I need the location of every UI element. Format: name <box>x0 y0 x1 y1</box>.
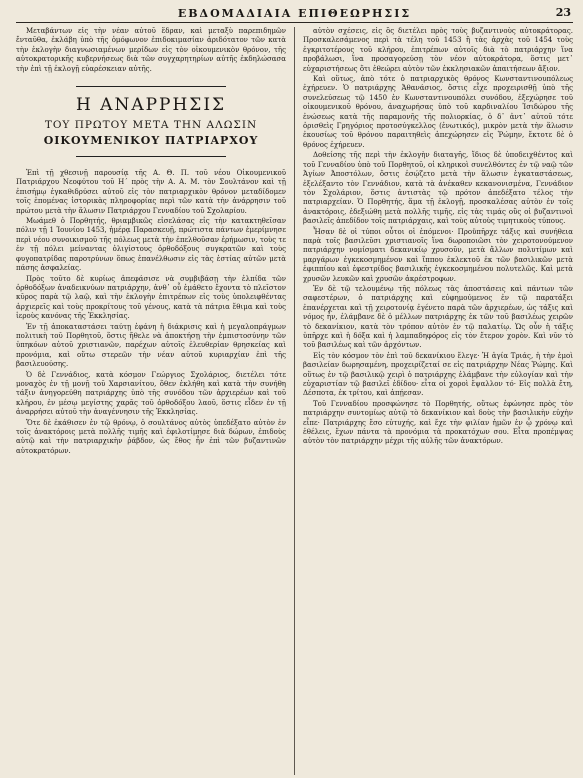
paragraph: Ἐν δὲ τῷ τελουμένῳ τῆς πόλεως τὰς ἀποστάσεις καὶ πάντων τῶν σαφεστέρων, ὁ πατριάρχης καὶ εὐφημούμενος ἐν τῷ παρατάξει ἐπανέρχεται καὶ τῇ χειροτονίᾳ ἐγένετο παρὰ τῶν ἀρχιερέων, ὡς τάξις καὶ νόμος ἦν, ἐλάμβανε δὲ ὁ μέλλων πατριάρχης ἐκ τῶν τοῦ βασιλέως χειρῶν τὸ δεκανίκιον, κατὰ τὸν τρόπον αὐτὸν ἐν τῷ παλατίῳ. Ὡς οὖν ἡ τάξις ὑπῆρχε καὶ ἡ δόξα καὶ ἡ λαμπαδηφόρος εἰς τὸν ἕτερον χορὸν. Καὶ νῦν τὸ τοῦ βασιλέως καὶ τῶν ἀρχόντων. <box>303 284 573 350</box>
paragraph: Μεταβάντων εἰς τὴν νέαν αὐτοῦ ἕδραν, καὶ μεταξὺ παρεπιδημῶν ἔνταῦθα, ἐκλάβη ὑπὸ τῆς ὁμόφωνον ἐπιδοκιμασίαν ἀριδότατον τῶν κατὰ τὴν ἐκλογὴν διαγνωσιαμένων μερίδων εἰς τὸν οἰκουμενικὸν θρόνον, τῆς αὐτοκρατορικῆς κυβερνήσεως διὰ τῶν συγχαρητηρίων αὐτῆς ἐκδηλώσασα τὴν ἐπὶ τῇ ἐκλογῇ εὐαρέσκειαν αὐτῆς. <box>16 27 286 73</box>
paragraph: Εἰς τὸν κόσμον τὸν ἐπὶ τοῦ δεκανίκιου ἔλεγε· Ἡ ἁγία Τριάς, ἡ τὴν ἐμοὶ βασιλείαν δωρησαμένη, προχειρίζεταί σε εἰς πατριάρχην Νέας Ῥώμης. Καὶ οὕτως ἐν τῷ βασιλικῷ χειρὶ ὁ πατριάρχης ἐλάμβανε τὴν εὐλογίαν καὶ τὴν εὐχαριστίαν τῷ βασιλεῖ ἐδίδου· εἶτα οἱ χοροὶ ἔψαλλον τό· Εἰς πολλὰ ἔτη, Δέσποτα, ἐκ τρίτου, καὶ ἀπῄεσαν. <box>303 351 573 398</box>
article-title: Η ΑΝΑΡΡΗΣΙΣ <box>75 95 227 116</box>
article-subtitle-2: ΟΙΚΟΥΜΕΝΙΚΟΥ ΠΑΤΡΙΑΡΧΟΥ <box>43 134 259 148</box>
paragraph: Ὁ δὲ Γεννάδιος, κατὰ κόσμον Γεώργιος Σχολάριος, διετέλει τότε μοναχὸς ἐν τῇ μονῇ τοῦ Χαρσιανίτου, ὅθεν ἐκλήθη καὶ κατὰ τὴν συνήθη τάξιν ἀνηγορεύθη πατριάρχης ὑπὸ τῆς συνόδου τῶν ἀρχιερέων καὶ τοῦ κλήρου, ἐν μέσῳ μεγίστης χαρᾶς τοῦ ὀρθοδόξου λαοῦ, ὅστις εἶδεν ἐν τῇ ἀναρρήσει αὐτοῦ τὴν ἀναγέννησιν τῆς Ἐκκλησίας. <box>16 370 286 417</box>
heading-rule-top <box>76 86 226 87</box>
paragraph: Ἐπὶ τῇ χθεσινῇ παρουσίᾳ τῆς Α. Θ. Π. τοῦ νέου Οἰκουμενικοῦ Πατριάρχου Νεοφύτου τοῦ Η΄ πρὸς τὴν Α. Α. Μ. τὸν Σουλτάνον καὶ τῇ ἐπισήμῳ ἐγκαθιδρύσει αὐτοῦ εἰς τὸν πατριαρχικὸν θρόνον μεταδίδομεν τοῖς ἑπομένας ἱστορικὰς πληροφορίας περὶ τῶν κατὰ τὴν ἀνάρρησιν τοῦ πρώτου μετὰ τὴν ἅλωσιν Πατριάρχου Γενναδίου τοῦ Σχολαρίου. <box>16 169 286 215</box>
paragraph: Μωάμεθ ὁ Πορθητής, θριαμβικῶς εἰσελάσας εἰς τὴν κατακτηθεῖσαν πόλιν τῇ 1 Ἰουνίου 1453, ἡμέρᾳ Παρασκευῇ, πρώτιστα πάντων ἐμερίμνησε περὶ νέου συνοικισμοῦ τῆς πόλεως μετὰ τὴν ἐπελθοῦσαν ἐρήμωσιν, τοὺς τε ἐν τῇ πόλει μείναντας ὀλιγίστους ὀρθοδόξους συγκρατῶν καὶ τοὺς φυγοπατρίδας παροτρύνων ὅπως ἐπανέλθωσιν εἰς τὰς ἑστίας αὐτῶν μετὰ πάσης ἀσφαλείας. <box>16 217 286 273</box>
running-title: ΕΒΔΟΜΑΔΙΑΙΑ ΕΠΙΘΕΩΡΗΣΙΣ <box>177 7 412 20</box>
heading-rule-bottom <box>76 156 226 157</box>
paragraph: αὐτὸν σχέσεις, εἰς ὃς διετέλει πρὸς τοὺς βυζαντινοὺς αὐτοκράτορας. Προσκαλεσάμενος περὶ τὰ τέλη τοῦ 1453 ἢ τὰς ἀρχὰς τοῦ 1454 τοὺς ἐγκριτοτέρους τοῦ κλήρου, ἐπιτρέπων αὐτοῖς διὰ τὸ πατριάρχην ἵνα προβάλωσι, ἵνα προσαγορεύσῃ τὸν νέον αὐτοκράτορα, ὅστις μετ᾽ εὐχαριστήσεως ὅτι ἐθεώρει αὐτὸν τῶν ἐκκλησιακῶν ἀπαιτήσεων ἄξιον. <box>303 27 573 73</box>
paragraph: Ἦσαν δὲ οἱ τύποι οὗτοι οἱ ἑπόμενοι· Προϋπῆρχε τάξις καὶ συνήθεια παρὰ τοῖς βασιλεῦσι χριστιανοῖς ἵνα δωροποιῶσι τὸν χειροτονούμενον πατριάρχην νομίσματι δεκανικίῳ χρυσοῦν, μετὰ ἄλλων πολυτίμων καὶ μαργάρων ἐγκεκοσμημένον καὶ ἵππου ἐκλεκτοῦ ἐκ τῶν βασιλικῶν μετὰ ἐφιππίου καὶ ἐφεστρίδος βασιλικῆς ἐγκεκοσμημένου πολυτελῶς. Καὶ μετὰ χρυσῶν λευκῶν καὶ χρυσῶν ἀκρέστροφων. <box>303 227 573 283</box>
page-header <box>16 6 573 23</box>
paragraph: Ἐν τῇ ἀποκαταστάσει ταύτῃ ἐφάνη ἡ διάκρισις καὶ ἡ μεγαλοπράγμων πολιτικὴ τοῦ Πορθητοῦ, ὅστις ἤθελε νὰ ἀποκτήσῃ τὴν ἐμπιστοσύνην τῶν ὑπηκόων αὐτοῦ χριστιανῶν, παρέχων αὐτοῖς ἐλευθερίαν θρησκείας καὶ προνόμια, καὶ οὕτω στερεῶν τὴν νέαν αὐτοῦ κυριαρχίαν ἐπὶ τῆς βασιλευούσης. <box>16 322 286 369</box>
article-heading <box>16 86 286 157</box>
paragraph: Ὅτε δὲ ἐκάθισεν ἐν τῷ θρόνῳ, ὁ σουλτάνος αὐτὸς ὑπεδέξατο αὐτὸν ἐν τοῖς ἀνακτόροις μετὰ πολλῆς τιμῆς καὶ ἐφιλοτίμησε διὰ δώρων, ἐπιδοὺς αὐτῷ καὶ τὴν πατριαρχικὴν ῥάβδον, ὡς ἔθος ἦν ἐπὶ τῶν βυζαντινῶν αὐτοκρατόρων. <box>16 418 286 455</box>
paragraph: Τοῦ Γενναδίου προσφώνησε τὸ Πορθητής, οὕτως ἐφώνησε πρὸς τὸν πατριάρχην συντομίως αὐτῷ τὸ δεκανίκιον καὶ δοὺς τὴν βασιλικὴν εὐχὴν εἶπε· Πατριάρχης ἔσο εὐτυχής, καὶ ἔχε τὴν φιλίαν ἡμῶν ἐν ᾧ χρόνῳ καὶ ἐθέλεις, ἔχων πάντα τὰ προνόμια τὰ προκατόχων σου. Εἶτα προπέμψας αὐτὸν τὸν πατριάρχην μέχρι τῆς αὐλῆς τῶν ἀνακτόρων. <box>303 399 573 446</box>
article-subtitle: ΤΟΥ ΠΡΩΤΟΥ ΜΕΤΑ ΤΗΝ ΑΛΩΣΙΝ <box>44 119 258 132</box>
right-column <box>294 27 573 775</box>
paragraph: Δοθείσης τῆς περὶ τὴν ἐκλογὴν διαταγῆς, ἴδιος δὲ ὑποδειχθέντος καὶ τοῦ Γενναδίου ὑπὸ τοῦ Πορθητοῦ, οἱ κληρικοὶ συνελθόντες ἐν τῷ ναῷ τῶν Ἁγίων Ἀποστόλων, ὅστις ἐσῴζετο μετὰ τὴν ἅλωσιν ἐγκαταστάσεως, ἐξελέξαντο τὸν Γεννάδιον, κατὰ τὰ ἀνέκαθεν κεκανονισμένα, Γεννάδιον τὸν Σχολάριον, ὅστις ἀντιστὰς τῷ πρότον ἀπεδέξατο τέλος τὴν πατριαρχείαν. Ὁ Πορθητής, ἅμα τῇ ἐκλογῇ, προσκαλέσας αὐτὸν ἐν τοῖς ἀνακτόροις, ἐδεξιώθη μετὰ πολλῆς τιμῆς, εἰς τὰς τιμάς οὓς οἱ βυζαντινοὶ βασιλεῖς ἀπεδίδον τοῖς πατριάρχαις, καὶ τοὺς αὐτοὺς τιμητικοὺς τύπους. <box>303 151 573 226</box>
paragraph: Καὶ οὕτως, ἀπὸ τότε ὁ πατριαρχικὸς θρόνος Κωνσταντινουπόλεως ἐχήρευεν. Ὁ πατριάρχης Ἀθανάσιος, ὅστις εἶχε προχειρισθῇ ὑπὸ τῆς συνελεύσεως τῷ 1450 ἐν Κωνσταντινουπόλει συνόδου, ἐξεχώρησε τοῦ οἰκουμενικοῦ θρόνου, ἀναχωρήσας ὑπὸ τοῦ καρδιναλίου Ἰσιδώρου τῆς ἐνώσεως κατὰ τῆς παραμονῆς τῆς πολιορκίας, ὁ δ᾽ ἀντ᾽ αὐτοῦ τότε ὀρισθεὶς Γρηγόριος προτοσύγκελλος (ἐνωτικός), μικρὸν μετὰ τὴν ἅλωσιν ἐκουσίως τοῦ θρόνου παραιτηθεὶς ἀπεχώρησεν εἰς Ῥώμην, ἔκτοτε δὲ ὁ θρόνος ἐχήρευεν. <box>303 75 573 149</box>
left-column <box>16 27 286 775</box>
page-number: 23 <box>555 6 571 19</box>
article-columns <box>16 27 573 775</box>
paragraph: Πρὸς τοῦτο δὲ κυρίως ἀπεφάσισε νὰ συμβιβάσῃ τὴν ἐλπίδα τῶν ὀρθοδόξων ἀναδεικνύων πατριάρχην, ἀνθ᾽ οὗ ἐμάθετο ἔχοντα τὸ πλεῖστον κῦρος παρὰ τῷ λαῷ, καὶ τὴν ἐκλογὴν ἐπιτρέπων εἰς τοὺς ὑπολειφθέντας ἀρχιερεῖς καὶ τοὺς προκρίτους τοῦ γένους, κατὰ τὰ πάτρια ἔθιμα καὶ τοὺς ἱεροὺς κανόνας τῆς Ἐκκλησίας. <box>16 274 286 321</box>
